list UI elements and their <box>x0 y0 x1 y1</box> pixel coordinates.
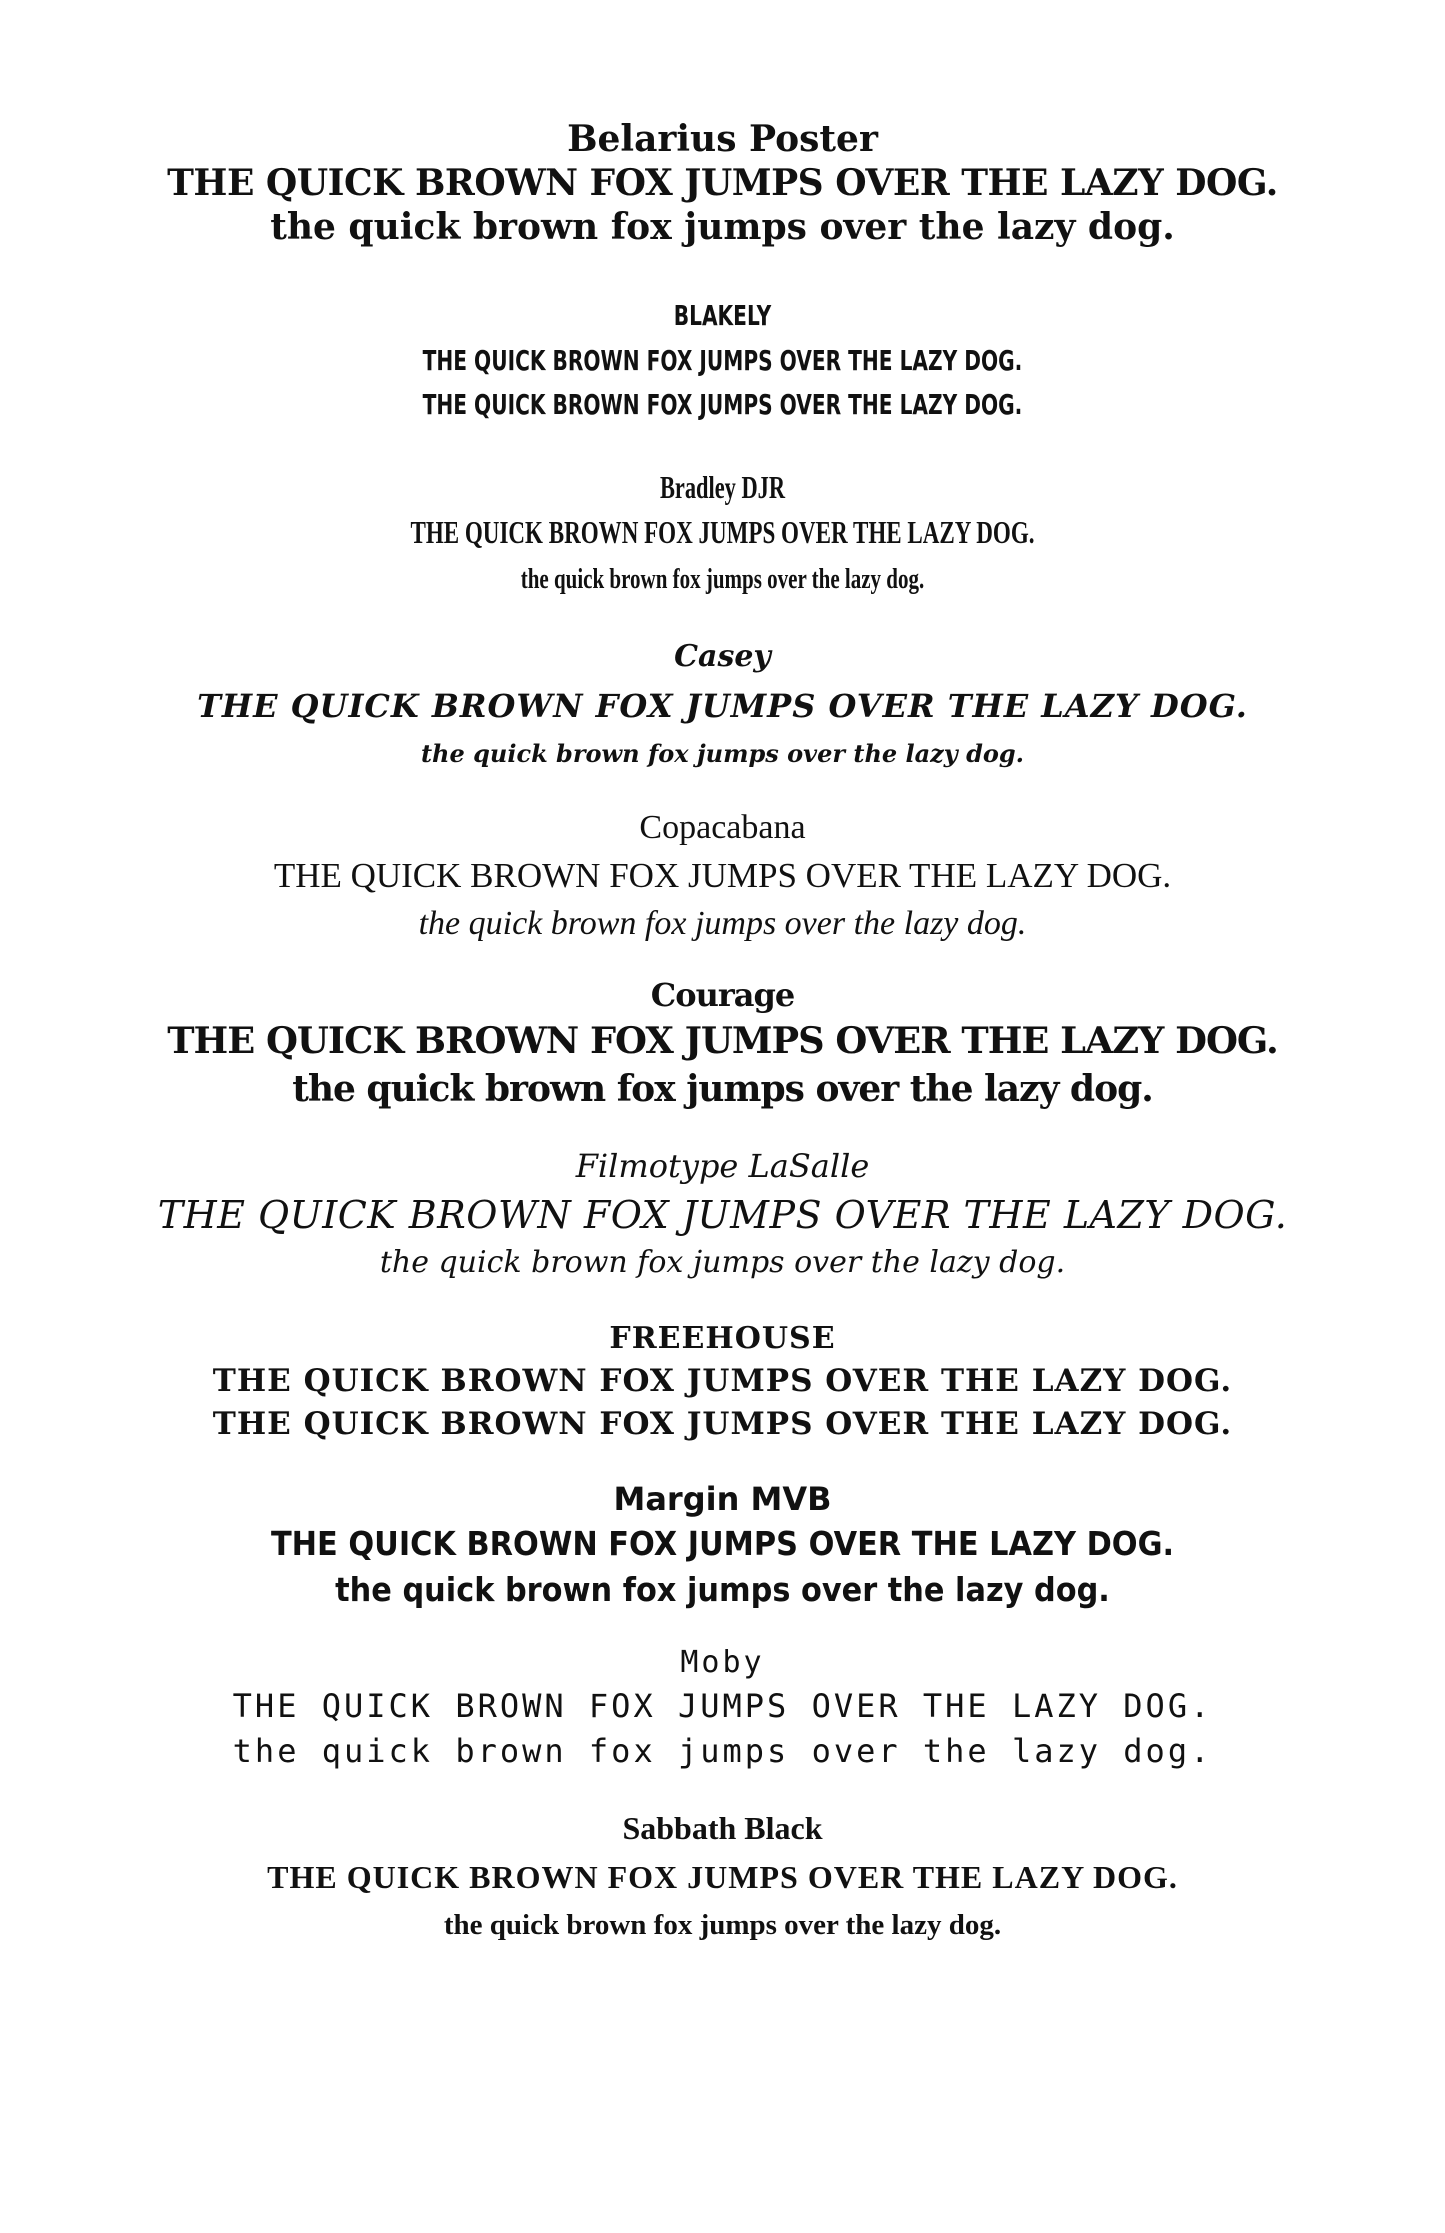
specimen-casey <box>0 633 1445 775</box>
sample-lowercase: the quick brown fox jumps over the lazy dog. <box>418 905 1027 943</box>
sample-lowercase: the quick brown fox jumps over the lazy dog. <box>335 1569 1110 1609</box>
font-name: Copacabana <box>639 808 806 846</box>
specimen-copacabana <box>0 804 1445 948</box>
sample-uppercase: THE QUICK BROWN FOX JUMPS OVER THE LAZY DOG. <box>232 1687 1213 1726</box>
sample-uppercase: THE QUICK BROWN FOX JUMPS OVER THE LAZY DOG. <box>197 687 1248 726</box>
sample-uppercase: THE QUICK BROWN FOX JUMPS OVER THE LAZY DOG. <box>410 514 1035 551</box>
font-name: Belarius Poster <box>567 118 878 160</box>
sample-uppercase: THE QUICK BROWN FOX JUMPS OVER THE LAZY DOG. <box>167 1019 1278 1062</box>
specimen-filmotype-lasalle <box>0 1144 1445 1284</box>
specimen-bradley-djr <box>0 468 1445 603</box>
specimen-belarius-poster <box>0 118 1445 250</box>
font-name: Sabbath Black <box>622 1809 823 1846</box>
sample-lowercase: the quick brown fox jumps over the lazy dog. <box>443 1908 1002 1941</box>
sample-lowercase: THE QUICK BROWN FOX JUMPS OVER THE LAZY DOG. <box>212 1406 1233 1443</box>
font-name: Courage <box>650 975 795 1014</box>
sample-lowercase: the quick brown fox jumps over the lazy dog. <box>420 739 1025 769</box>
sample-uppercase: THE QUICK BROWN FOX JUMPS OVER THE LAZY DOG. <box>157 1192 1288 1237</box>
sample-lowercase: THE QUICK BROWN FOX JUMPS OVER THE LAZY DOG. <box>422 388 1023 422</box>
font-name: Casey <box>674 639 771 675</box>
sample-lowercase: the quick brown fox jumps over the lazy dog. <box>270 205 1175 248</box>
font-name: Bradley DJR <box>659 469 786 506</box>
font-name: Margin MVB <box>613 1479 832 1518</box>
font-name: Moby <box>680 1645 765 1681</box>
specimen-sabbath-black <box>0 1804 1445 1948</box>
sample-lowercase: the quick brown fox jumps over the lazy dog. <box>292 1068 1153 1111</box>
sample-uppercase: THE QUICK BROWN FOX JUMPS OVER THE LAZY DOG. <box>273 856 1172 896</box>
specimen-moby <box>0 1642 1445 1774</box>
font-specimen-sheet <box>0 118 1445 1948</box>
specimen-blakely <box>0 294 1445 428</box>
sample-lowercase: the quick brown fox jumps over the lazy dog. <box>379 1245 1066 1281</box>
font-name: FREEHOUSE <box>609 1321 836 1357</box>
specimen-courage <box>0 974 1445 1114</box>
font-name: BLAKELY <box>673 298 772 332</box>
sample-uppercase: THE QUICK BROWN FOX JUMPS OVER THE LAZY DOG. <box>267 1859 1178 1896</box>
sample-lowercase: the quick brown fox jumps over the lazy dog. <box>520 564 925 596</box>
sample-uppercase: THE QUICK BROWN FOX JUMPS OVER THE LAZY DOG. <box>422 343 1023 377</box>
sample-uppercase: THE QUICK BROWN FOX JUMPS OVER THE LAZY DOG. <box>212 1363 1233 1400</box>
sample-uppercase: THE QUICK BROWN FOX JUMPS OVER THE LAZY DOG. <box>167 161 1278 204</box>
sample-uppercase: THE QUICK BROWN FOX JUMPS OVER THE LAZY DOG. <box>270 1523 1175 1563</box>
sample-lowercase: the quick brown fox jumps over the lazy dog. <box>232 1731 1213 1770</box>
font-name: Filmotype LaSalle <box>575 1147 870 1186</box>
specimen-margin-mvb <box>0 1477 1445 1612</box>
specimen-freehouse <box>0 1318 1445 1447</box>
